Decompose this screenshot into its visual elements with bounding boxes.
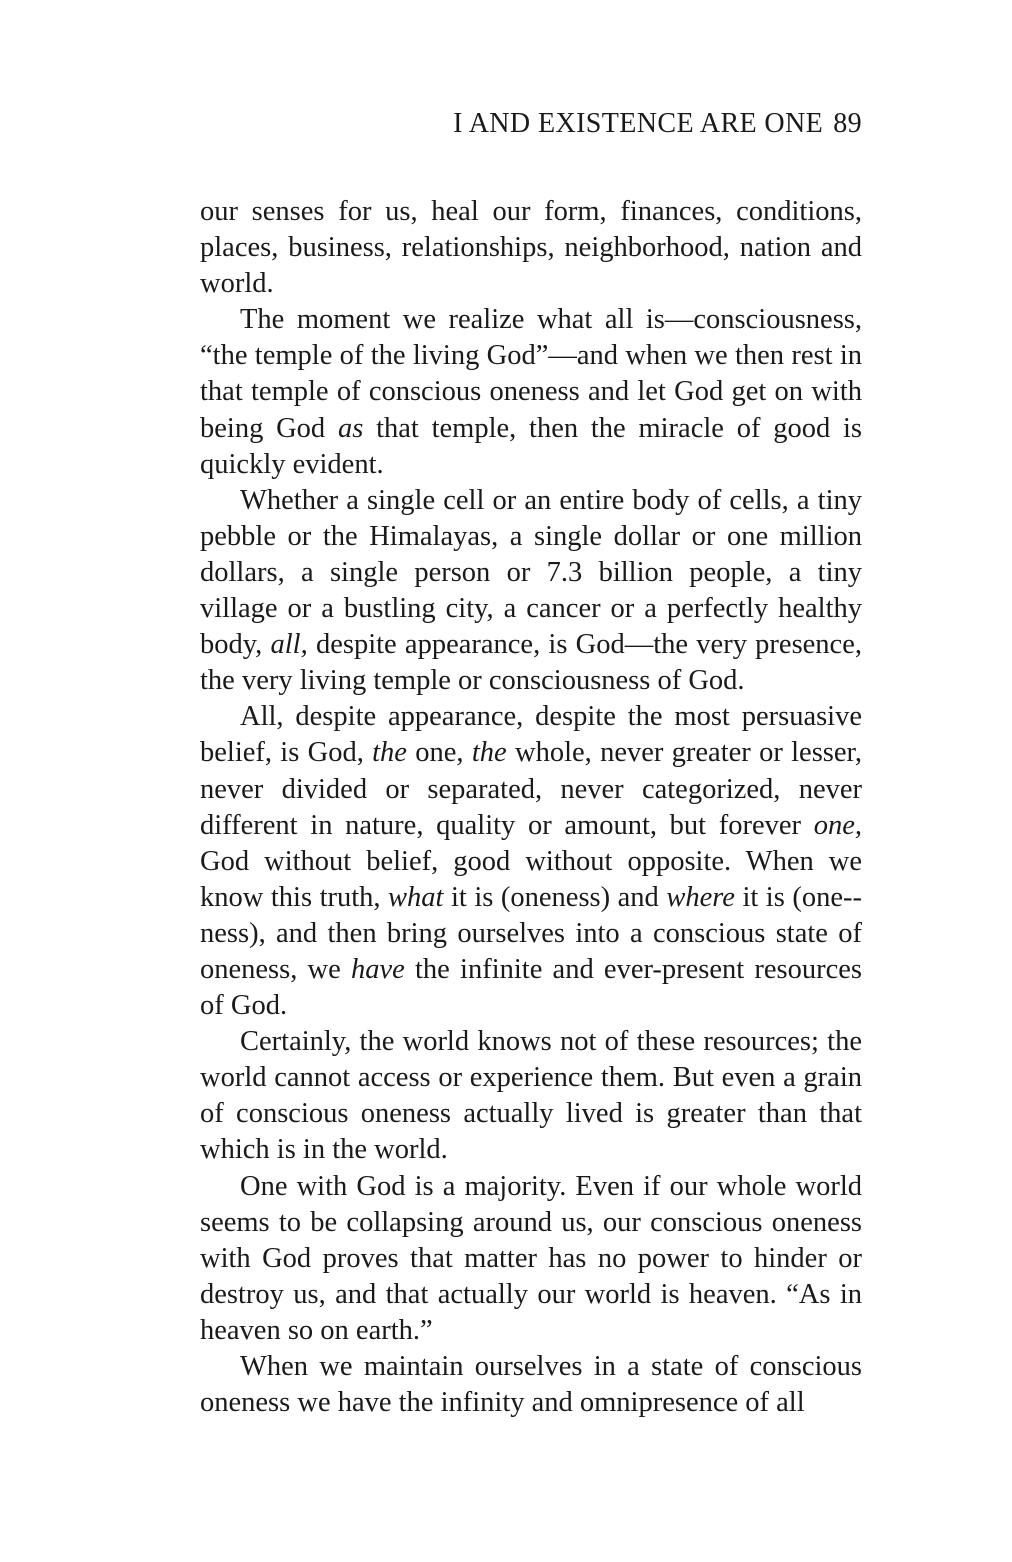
running-title: I AND EXISTENCE ARE ONE: [453, 108, 824, 139]
page-number: 89: [833, 108, 862, 139]
body-text: [200, 194, 862, 1421]
italic-text: one,: [813, 809, 862, 841]
text-run: The moment we realize what all is—consciousness, “the temple of the living God”—and when we then rest in that temple of conscious oneness and let God get on with being God: [200, 304, 862, 444]
paragraph: [200, 483, 862, 700]
italic-text: what: [388, 881, 444, 913]
paragraph: [200, 1169, 862, 1349]
text-run: the infinite and ever-present resources of God.: [200, 953, 862, 1022]
running-header: [200, 106, 862, 142]
text-run: God without belief, good without opposite. When we know this truth,: [200, 845, 862, 913]
text-run: despite appearance, is God—the very presence, the very living temple or consciousness of God.: [200, 629, 862, 697]
italic-text: have: [351, 953, 405, 985]
text-run: one,: [406, 737, 472, 769]
text-run: it is (one-ness), and then bring ourselves into a conscious state of oneness, we: [200, 881, 862, 985]
italic-text: as: [337, 412, 364, 444]
italic-text: where: [666, 881, 735, 913]
text-run: our senses for us, heal our form, finances, conditions, places, business, relationships, neighborhood, nation and world.: [200, 196, 862, 300]
text-run: When we maintain ourselves in a state of conscious oneness we have the infinity and omnipresence of all: [200, 1351, 862, 1419]
paragraph: [200, 1024, 862, 1168]
paragraph: [200, 194, 862, 302]
text-run: Whether a single cell or an entire body of cells, a tiny pebble or the Himalayas, a single dollar or one million dollars, a single person or 7.3 billion people, a tiny village or a bustling city, a cancer or a perfectly healthy body,: [200, 484, 862, 661]
paragraph: [200, 302, 862, 482]
italic-text: the: [471, 737, 507, 769]
paragraph: [200, 1349, 862, 1421]
paragraph: [200, 699, 862, 1024]
text-run: it is (oneness) and: [443, 881, 667, 913]
text-run: Certainly, the world knows not of these resources; the world cannot access or experience them. But even a grain of conscious oneness actually lived is greater than that which is in the world.: [200, 1026, 862, 1166]
italic-text: the: [372, 737, 407, 769]
italic-text: all,: [270, 629, 308, 661]
text-run: that temple, then the miracle of good is quickly evident.: [200, 412, 862, 480]
text-run: whole, never greater or lesser, never divided or separated, never categorized, never different in nature, quality or amount, but forever: [200, 737, 862, 841]
text-run: One with God is a majority. Even if our whole world seems to be collapsing around us, our conscious oneness with God proves that matter has no power to hinder or destroy us, and that actually our world is heaven. “As in heaven so on earth.”: [200, 1170, 862, 1346]
text-run: All, despite appearance, despite the most persuasive belief, is God,: [200, 701, 862, 769]
